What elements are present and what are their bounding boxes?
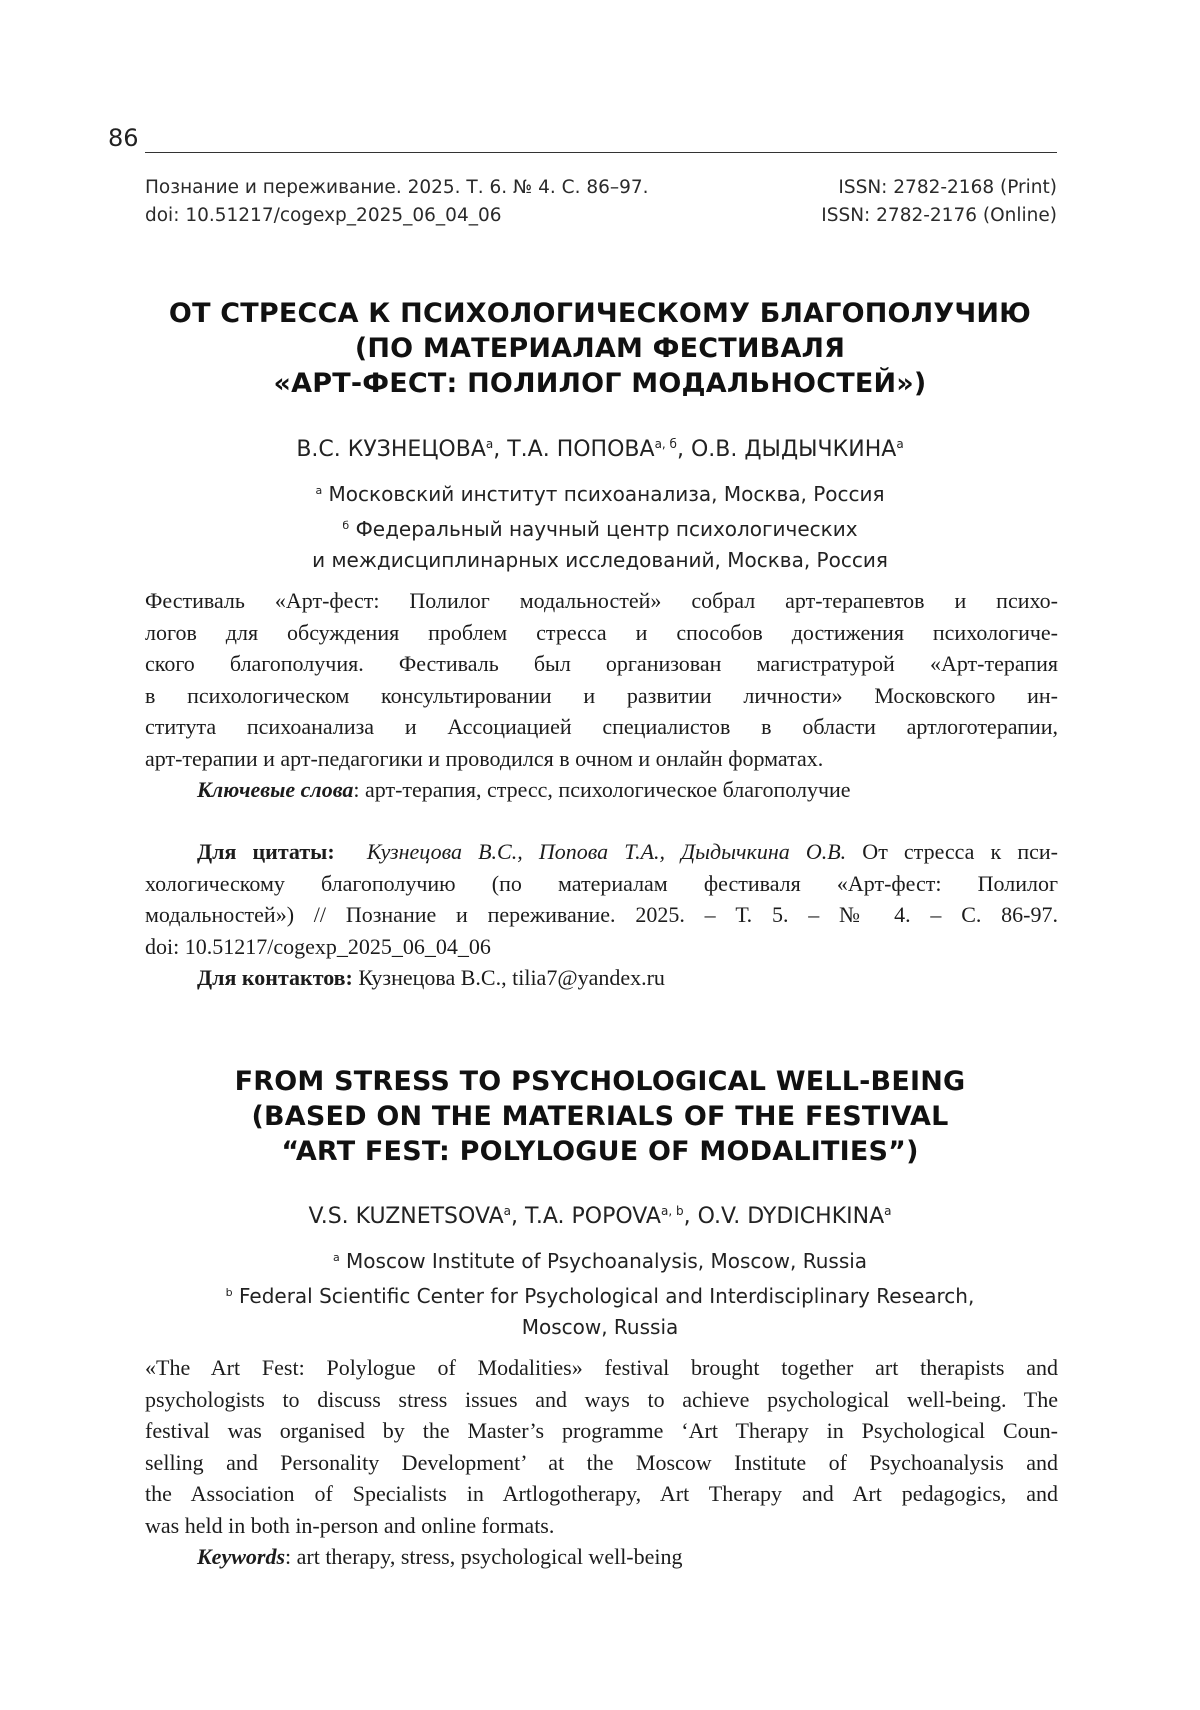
ru-abstract-line: ститута психоанализа и Ассоциацией специалистов в области артлоготерапии,	[145, 714, 1058, 739]
ru-title-line: (ПО МАТЕРИАЛАМ ФЕСТИВАЛЯ	[354, 333, 846, 364]
ru-author-2-sup: а, б	[654, 437, 677, 451]
en-abstract-line: psychologists to discuss stress issues and ways to achieve psychological well-being. The	[145, 1386, 1058, 1412]
en-keywords	[197, 1541, 683, 1573]
header-rule	[145, 152, 1057, 153]
en-abstract-line: selling and Personality Development’ at the Moscow Institute of Psychoanalysis and	[145, 1449, 1058, 1475]
issn-print: ISSN: 2782-2168 (Print)	[838, 177, 1057, 198]
en-keywords-text: : art therapy, stress, psychological well-being	[285, 1544, 683, 1569]
ru-authors: В.С. $КУЗНЕЦОВА^а$, Т.А. $ПОПОВА^{а, б}$, О.В. $ДЫДЫЧКИНА^а$	[296, 437, 904, 462]
contacts-text: Кузнецова В.С., tilia7@yandex.ru	[352, 965, 665, 990]
en-title-line: “ART FEST: POLYLOGUE OF MODALITIES”)	[281, 1136, 919, 1167]
ru-author-3: О.В. ДЫДЫЧКИНА	[690, 437, 897, 462]
ru-abstract-line: ского благополучия. Фестиваль был организован магистратурой «Арт-терапия	[145, 651, 1058, 676]
journal-citation-line: Познание и переживание. 2025. Т. 6. № 4. С. 86–97.	[145, 177, 649, 198]
ru-citation-doi: doi: 10.51217/cogexp_2025_06_04_06	[145, 933, 491, 959]
page-number: 86	[108, 124, 139, 152]
ru-article-title	[0, 296, 1200, 401]
contacts-label: Для контактов:	[197, 965, 353, 990]
en-abstract	[145, 1352, 1058, 1541]
en-abstract-line: was held in both in-person and online formats.	[145, 1512, 555, 1538]
doi-line: doi: 10.51217/cogexp_2025_06_04_06	[145, 205, 502, 226]
en-title-line: (BASED ON THE MATERIALS OF THE FESTIVAL	[251, 1101, 949, 1132]
en-author-2: T.A. POPOVA	[525, 1204, 661, 1229]
ru-affiliation-a: $^а$ Московский институт психоанализа, Москва, Россия	[315, 482, 885, 506]
ru-author-1-sup: а	[485, 437, 494, 451]
en-article-title	[0, 1064, 1200, 1169]
ru-affiliations	[0, 475, 1200, 576]
ru-author-3-sup: а	[896, 437, 904, 451]
ru-title-line: ОТ СТРЕССА К ПСИХОЛОГИЧЕСКОМУ БЛАГОПОЛУЧИЮ	[168, 298, 1032, 329]
ru-abstract-line: логов для обсуждения проблем стресса и способов достижения психологиче-	[145, 619, 1058, 645]
issn-block	[821, 174, 1057, 230]
ru-citation	[145, 836, 1058, 962]
ru-abstract	[145, 585, 1058, 774]
ru-abstract-line: в психологическом консультировании и развитии личности» Московского ин-	[145, 682, 1058, 708]
en-abstract-line: the Association of Specialists in Artlogotherapy, Art Therapy and Art pedagogics, and	[145, 1481, 1058, 1506]
citation-label: Для цитаты:	[197, 839, 335, 864]
ru-affiliation-b-cont: и междисциплинарных исследований, Москва, Россия	[312, 548, 888, 572]
en-abstract-line: festival was organised by the Master’s programme ‘Art Therapy in Psychological Coun-	[145, 1418, 1058, 1443]
ru-keywords-label: Ключевые слова	[197, 777, 354, 802]
ru-contacts	[197, 962, 665, 994]
ru-citation-line: хологическому благополучию (по материалам фестиваля «Арт-фест: Полилог	[145, 870, 1058, 896]
ru-citation-line: модальностей») // Познание и переживание. 2025. – Т. 5. – № 4. – С. 86-97.	[145, 902, 1058, 927]
ru-citation-line: Для цитаты: Кузнецова В.С., Попова Т.А., Дыдычкина О.В. От стресса к пси-	[197, 839, 1058, 864]
en-keywords-label: Keywords	[197, 1544, 285, 1569]
en-author-2-sup: a, b	[660, 1204, 684, 1218]
en-title-line: FROM STRESS TO PSYCHOLOGICAL WELL-BEING	[234, 1066, 966, 1097]
en-affiliation-b-cont: Moscow, Russia	[521, 1315, 679, 1339]
ru-author-1: В.С. КУЗНЕЦОВА	[296, 437, 486, 462]
ru-title-line: «АРТ-ФЕСТ: ПОЛИЛОГ МОДАЛЬНОСТЕЙ»)	[273, 368, 927, 399]
en-author-3: O.V. DYDICHKINA	[697, 1204, 885, 1229]
citation-authors: Кузнецова В.С., Попова Т.А., Дыдычкина О.В.	[366, 839, 847, 864]
ru-keywords	[197, 774, 851, 806]
issn-online: ISSN: 2782-2176 (Online)	[821, 205, 1057, 226]
ru-author-2: Т.А. ПОПОВА	[507, 437, 655, 462]
en-affiliations	[0, 1242, 1200, 1343]
journal-meta	[145, 174, 649, 230]
ru-keywords-text: : арт-терапия, стресс, психологическое благополучие	[353, 777, 851, 802]
ru-abstract-line: Фестиваль «Арт-фест: Полилог модальностей» собрал арт-терапевтов и психо-	[145, 588, 1058, 613]
ru-abstract-line: арт-терапии и арт-педагогики и проводился в очном и онлайн форматах.	[145, 745, 824, 771]
en-author-3-sup: a	[884, 1204, 892, 1218]
en-affiliation-b: $^b$ Federal Scientific Center for Psychological and Interdisciplinary Research,	[225, 1284, 975, 1308]
en-affiliation-a: $^a$ Moscow Institute of Psychoanalysis, Moscow, Russia	[332, 1249, 868, 1273]
en-authors: V.S. KUZNETSOVA$^a$, T.A. POPOVA$^{a, b}$, O.V. DYDICHKINA$^a$	[308, 1204, 892, 1229]
en-author-1: V.S. KUZNETSOVA	[308, 1204, 504, 1229]
ru-affiliation-b: $^б$ Федеральный научный центр психологических	[342, 517, 858, 541]
en-abstract-line: «The Art Fest: Polylogue of Modalities» festival brought together art therapists and	[145, 1355, 1058, 1380]
en-author-1-sup: a	[503, 1204, 512, 1218]
